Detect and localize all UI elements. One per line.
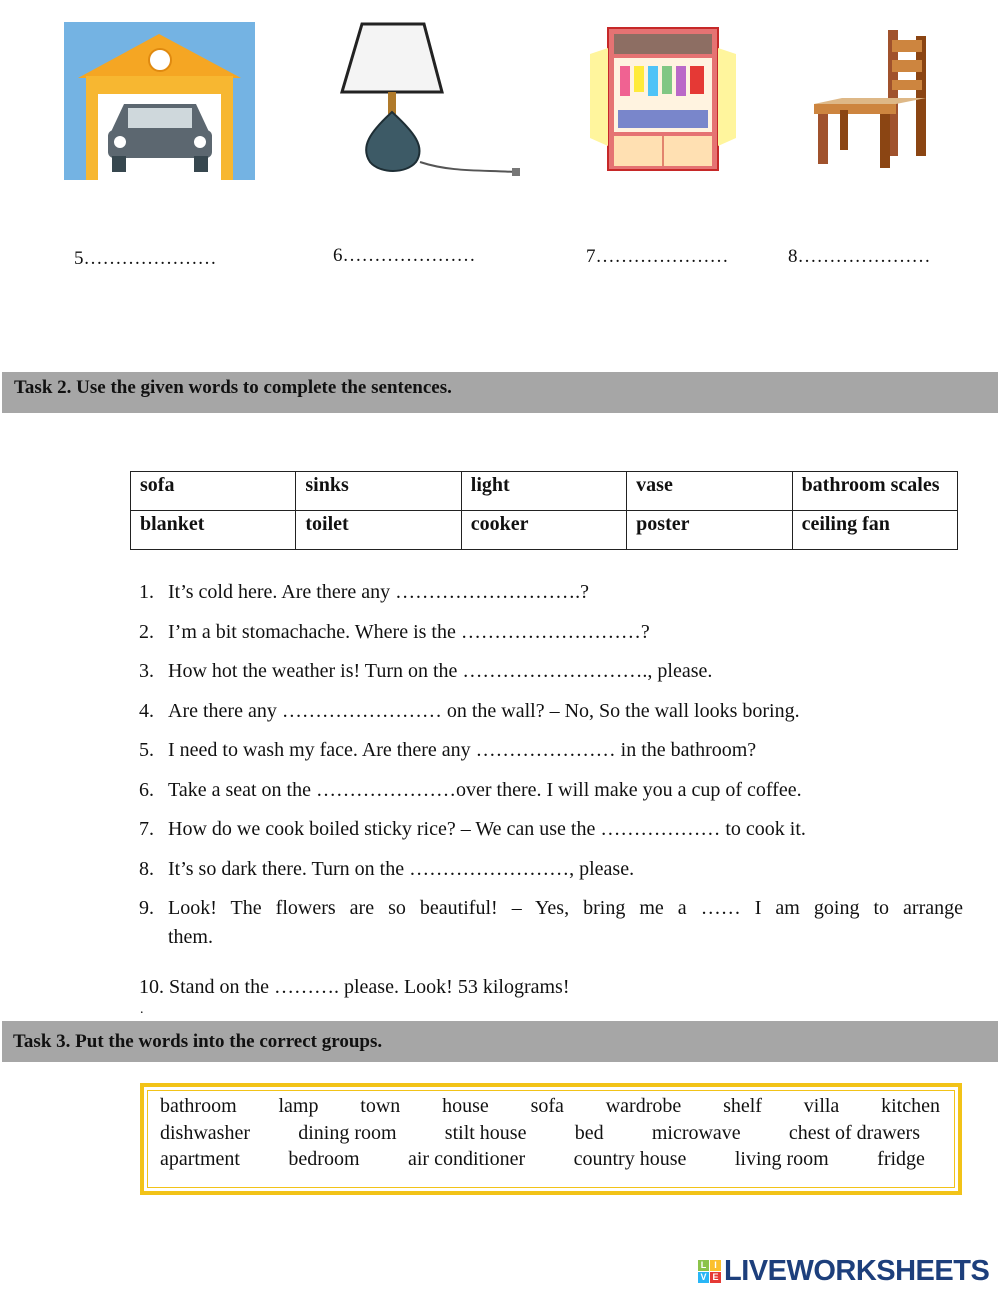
word-cell: poster [627, 511, 792, 550]
blank-7[interactable]: 7………………… [586, 246, 729, 267]
sentence-item[interactable] [139, 973, 963, 1013]
word[interactable]: town [360, 1095, 401, 1117]
sentence-number: 5. [139, 739, 154, 761]
word[interactable]: stilt house [444, 1122, 527, 1144]
sentence-text: Stand on the ………. please. Look! 53 kilograms! [169, 976, 570, 998]
sentence-item[interactable] [139, 697, 963, 737]
sentence-number: 3. [139, 660, 154, 682]
word[interactable]: chest of drawers [788, 1122, 920, 1144]
word-cell: ceiling fan [792, 511, 957, 550]
sentence-text: I’m a bit stomachache. Where is the ………………………? [168, 620, 650, 643]
word-cell: toilet [296, 511, 461, 550]
word-cell: vase [627, 472, 792, 511]
word-bank-table [130, 471, 958, 550]
blank-8[interactable]: 8………………… [788, 246, 931, 267]
sentence-text: Are there any …………………… on the wall? – No, So the wall looks boring. [168, 699, 800, 722]
sentence-continuation: them. [168, 926, 213, 948]
wardrobe-icon [588, 26, 738, 172]
sentence-text: How hot the weather is! Turn on the ………………………., please. [168, 660, 713, 682]
word[interactable]: dining room [298, 1122, 397, 1144]
sentence-number: 2. [139, 620, 154, 643]
garage-icon [64, 22, 255, 180]
word-cell: cooker [461, 511, 626, 550]
stray-mark: . [140, 1002, 144, 1017]
word[interactable]: dishwasher [160, 1122, 250, 1144]
sentence-text: It’s cold here. Are there any ……………………….? [168, 581, 590, 603]
word[interactable]: fridge [877, 1148, 925, 1170]
sentence-item[interactable] [139, 855, 963, 895]
liveworksheets-logo [698, 1255, 989, 1288]
word[interactable]: house [442, 1095, 489, 1117]
task3-heading: Task 3. Put the words into the correct groups. [2, 1021, 998, 1062]
table-row [131, 472, 958, 511]
sentence-text: How do we cook boiled sticky rice? – We can use the ……………… to cook it. [168, 818, 806, 840]
word[interactable]: microwave [651, 1122, 741, 1144]
word-cell: bathroom scales [792, 472, 957, 511]
word[interactable]: lamp [278, 1095, 319, 1117]
word-cell: sofa [131, 472, 296, 511]
sentence-item[interactable] [139, 736, 963, 776]
lamp-icon [340, 22, 525, 182]
word[interactable]: villa [803, 1095, 840, 1117]
sentence-item[interactable] [139, 894, 963, 973]
word-row [160, 1095, 940, 1118]
logo-letter: E [710, 1272, 721, 1283]
word-cell: blanket [131, 511, 296, 550]
sentence-text: Look! The flowers are so beautiful! – Yes, bring me a …… I am going to arrange [168, 897, 963, 919]
task2-heading: Task 2. Use the given words to complete the sentences. [2, 372, 998, 413]
word[interactable]: air conditioner [407, 1148, 526, 1170]
sentence-number: 8. [139, 857, 154, 880]
word[interactable]: kitchen [881, 1095, 940, 1117]
sentence-text: Take a seat on the …………………over there. I will make you a cup of coffee. [168, 778, 802, 801]
word-box [140, 1083, 962, 1195]
sentence-number: 10. [139, 976, 164, 998]
sentence-list [139, 578, 963, 1013]
blank-5[interactable]: 5………………… [74, 248, 217, 269]
sentence-text: I need to wash my face. Are there any ………………… in the bathroom? [168, 739, 757, 761]
word-row [160, 1148, 925, 1171]
word-cell: sinks [296, 472, 461, 511]
chair-icon [810, 28, 935, 168]
word[interactable]: bed [574, 1122, 604, 1144]
sentence-number: 1. [139, 581, 154, 603]
table-row [131, 511, 958, 550]
sentence-number: 6. [139, 778, 154, 801]
sentence-item[interactable] [139, 776, 963, 816]
sentence-text: It’s so dark there. Turn on the ……………………, please. [168, 857, 635, 880]
sentence-item[interactable] [139, 815, 963, 855]
word-row [160, 1122, 920, 1145]
sentence-number: 9. [139, 897, 154, 919]
word-cell: light [461, 472, 626, 511]
word[interactable]: sofa [530, 1095, 564, 1117]
logo-letter: I [710, 1260, 721, 1271]
logo-letter: V [698, 1272, 709, 1283]
word[interactable]: bathroom [160, 1095, 237, 1117]
logo-cube-icon [698, 1260, 721, 1283]
sentence-number: 4. [139, 699, 154, 722]
blank-6[interactable]: 6………………… [333, 245, 476, 266]
word[interactable]: living room [734, 1148, 829, 1170]
sentence-item[interactable] [139, 618, 963, 658]
word[interactable]: country house [573, 1148, 687, 1170]
word[interactable]: apartment [160, 1148, 240, 1170]
logo-text: LIVEWORKSHEETS [724, 1255, 990, 1287]
sentence-item[interactable] [139, 657, 963, 697]
sentence-number: 7. [139, 818, 154, 840]
word[interactable]: shelf [723, 1095, 762, 1117]
sentence-item[interactable] [139, 578, 963, 618]
word[interactable]: wardrobe [605, 1095, 682, 1117]
logo-letter: L [698, 1260, 709, 1271]
word[interactable]: bedroom [288, 1148, 360, 1170]
